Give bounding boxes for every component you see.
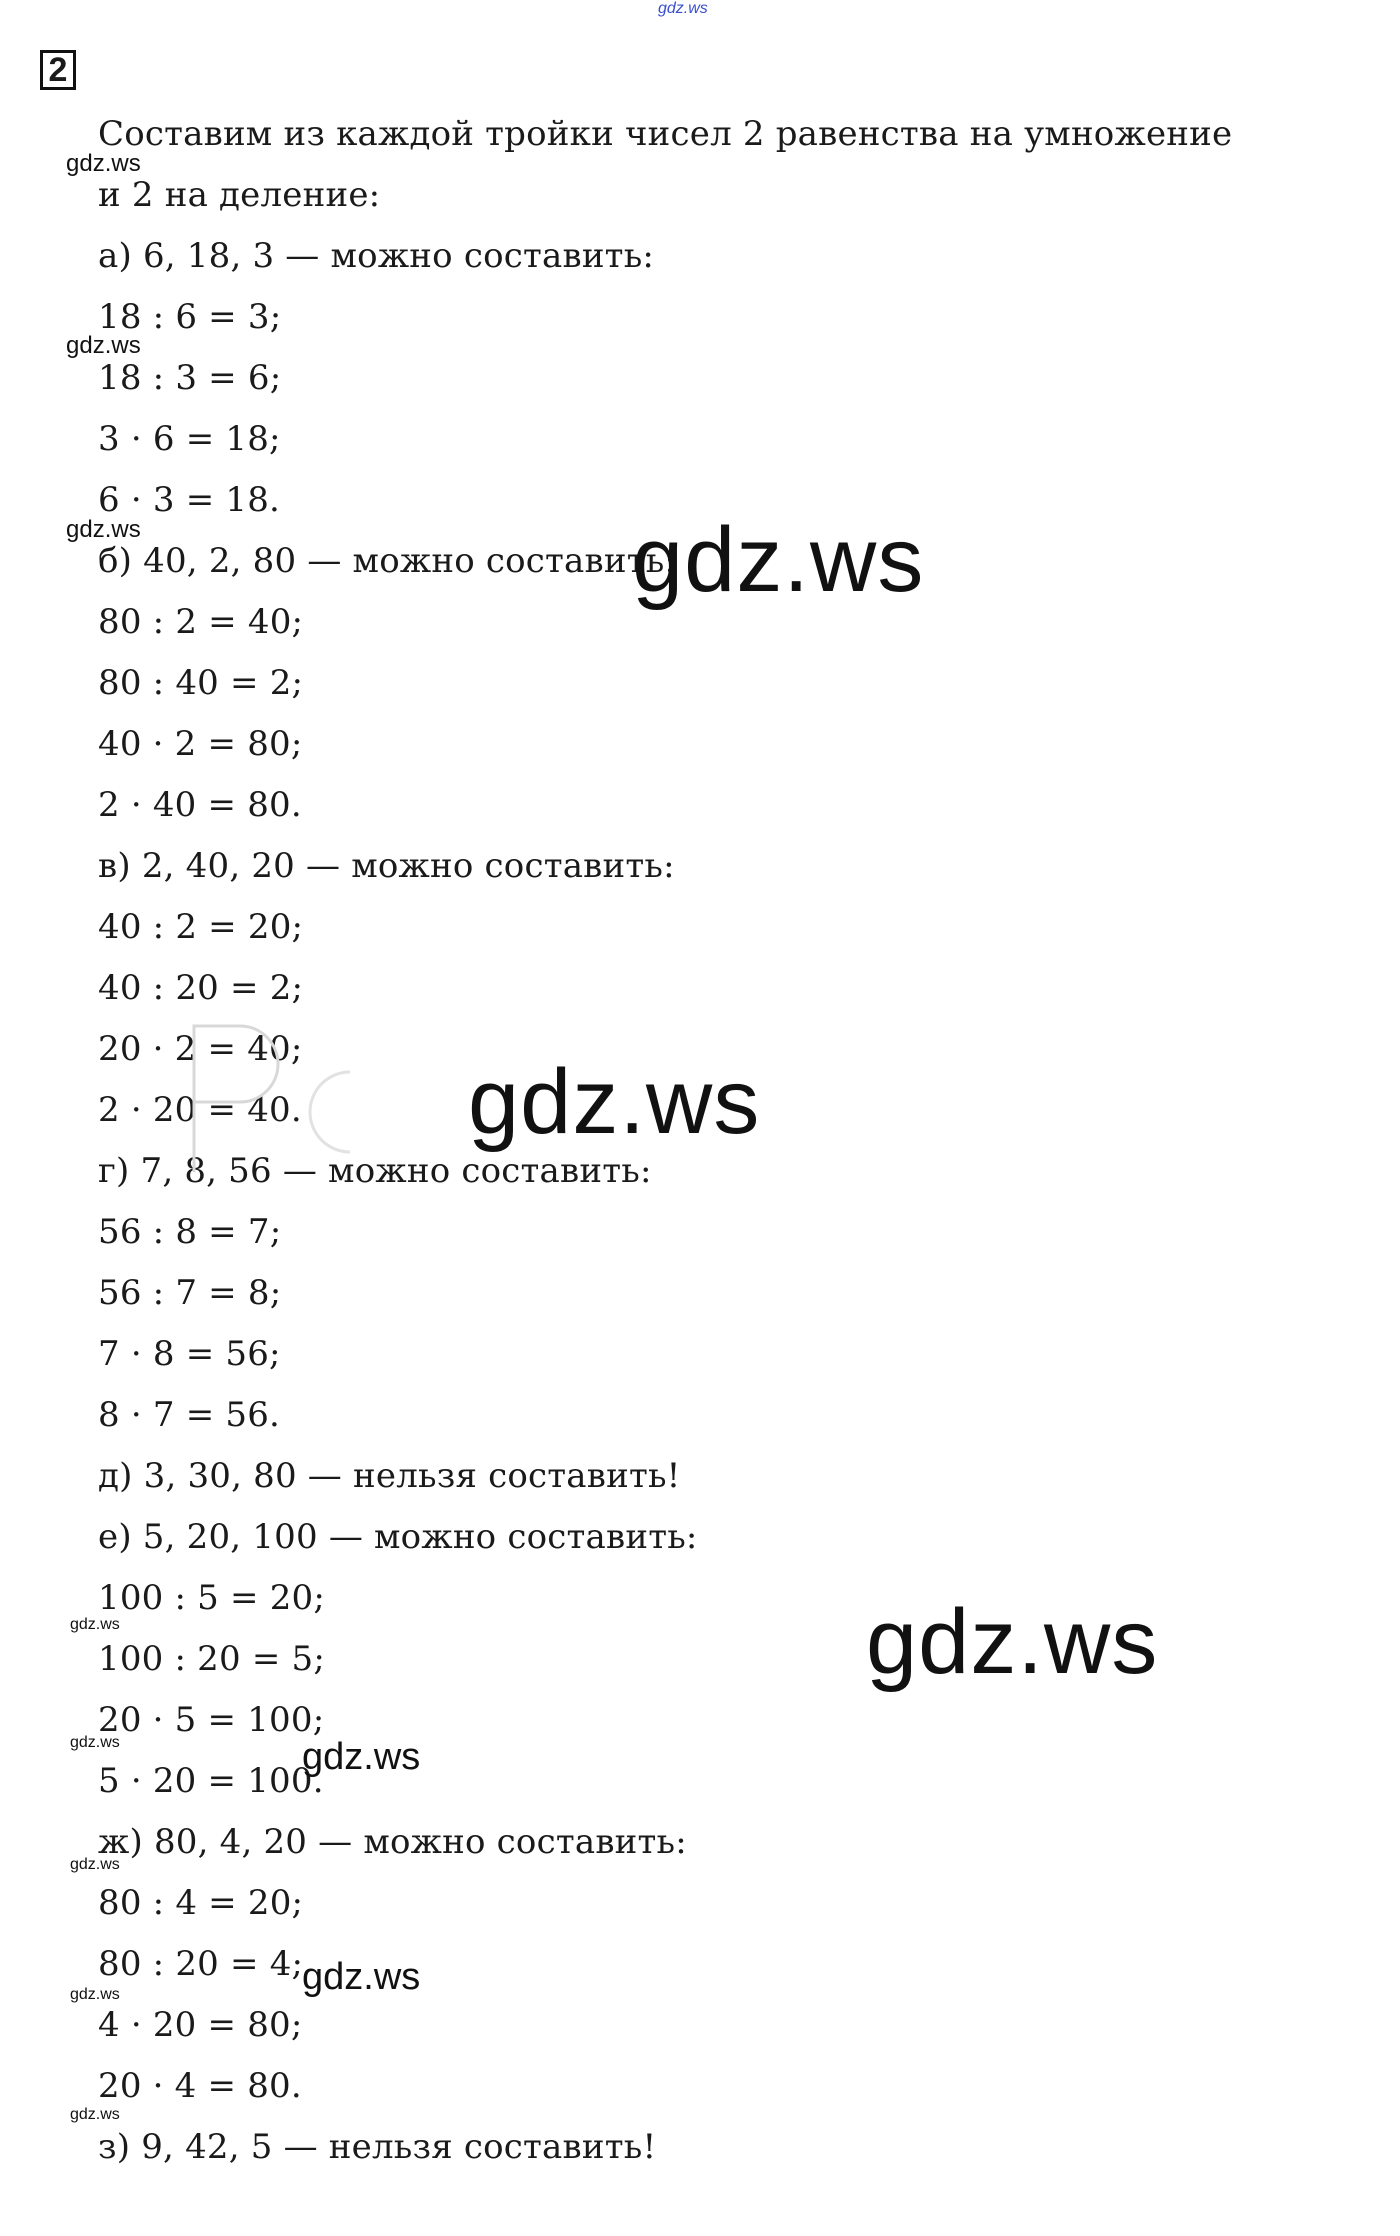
text-line: в) 2, 40, 20 — можно составить:: [98, 846, 675, 886]
text-line: 40 : 2 = 20;: [98, 907, 304, 947]
text-line: д) 3, 30, 80 — нельзя составить!: [98, 1456, 681, 1496]
text-line: 40 : 20 = 2;: [98, 968, 304, 1008]
text-line: 80 : 2 = 40;: [98, 602, 304, 642]
text-line: 7 · 8 = 56;: [98, 1334, 281, 1374]
text-line: 6 · 3 = 18.: [98, 480, 281, 520]
text-line: 80 : 20 = 4;: [98, 1944, 304, 1984]
text-line: 18 : 3 = 6;: [98, 358, 282, 398]
text-line: и 2 на деление:: [98, 175, 381, 215]
text-line: з) 9, 42, 5 — нельзя составить!: [98, 2127, 657, 2167]
text-line: 20 · 5 = 100;: [98, 1700, 325, 1740]
text-line: 2 · 20 = 40.: [98, 1090, 302, 1130]
text-line: 100 : 5 = 20;: [98, 1578, 326, 1618]
text-line: г) 7, 8, 56 — можно составить:: [98, 1151, 652, 1191]
text-line: 80 : 40 = 2;: [98, 663, 304, 703]
text-line: 100 : 20 = 5;: [98, 1639, 326, 1679]
watermark-tiny: gdz.ws: [70, 1734, 120, 1751]
text-line: 4 · 20 = 80;: [98, 2005, 303, 2045]
task-number: 2: [40, 50, 76, 90]
text-line: 20 · 4 = 80.: [98, 2066, 302, 2106]
text-line: а) 6, 18, 3 — можно составить:: [98, 236, 655, 276]
text-line: 56 : 7 = 8;: [98, 1273, 282, 1313]
watermark-small: gdz.ws: [66, 516, 141, 543]
text-line: б) 40, 2, 80 — можно составить:: [98, 541, 677, 581]
text-line: 40 · 2 = 80;: [98, 724, 303, 764]
watermark-small: gdz.ws: [66, 332, 141, 359]
text-line: 5 · 20 = 100.: [98, 1761, 324, 1801]
watermark-tiny: gdz.ws: [70, 1616, 120, 1633]
watermark-large: gdz.ws: [632, 509, 925, 611]
watermark-small: gdz.ws: [66, 150, 141, 177]
text-line: 3 · 6 = 18;: [98, 419, 281, 459]
watermark-tiny: gdz.ws: [70, 2106, 120, 2123]
text-line: 20 · 2 = 40;: [98, 1029, 303, 1069]
watermark-tiny: gdz.ws: [70, 1986, 120, 2003]
watermark-large: gdz.ws: [866, 1591, 1159, 1693]
text-line: е) 5, 20, 100 — можно составить:: [98, 1517, 698, 1557]
text-line: 80 : 4 = 20;: [98, 1883, 304, 1923]
watermark-large: gdz.ws: [468, 1051, 761, 1153]
text-line: 18 : 6 = 3;: [98, 297, 282, 337]
text-line: 56 : 8 = 7;: [98, 1212, 282, 1252]
ghost-letter-mark: [180, 1012, 370, 1182]
text-line: 8 · 7 = 56.: [98, 1395, 281, 1435]
text-line: Составим из каждой тройки чисел 2 равенства на умножение: [98, 114, 1233, 154]
watermark-top: gdz.ws: [658, 0, 708, 17]
watermark-tiny: gdz.ws: [70, 1856, 120, 1873]
watermark-medium: gdz.ws: [302, 1736, 421, 1778]
text-line: 2 · 40 = 80.: [98, 785, 302, 825]
text-line: ж) 80, 4, 20 — можно составить:: [98, 1822, 687, 1862]
watermark-medium: gdz.ws: [302, 1956, 421, 1998]
